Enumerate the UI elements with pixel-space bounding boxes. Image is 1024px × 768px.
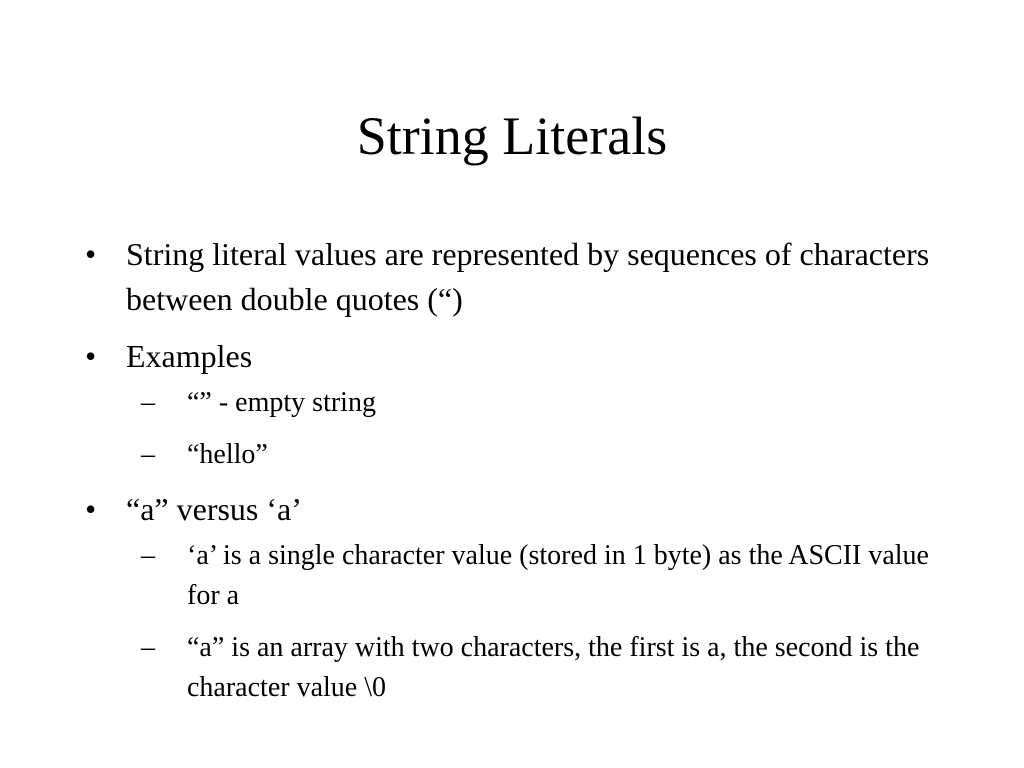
sub-list-examples [126, 383, 935, 475]
sub-item-hello [141, 435, 935, 475]
sub-bullet-marker: – [141, 540, 155, 571]
sub-item-text: “” - empty string [187, 387, 376, 418]
bullet-item-examples [85, 334, 935, 475]
bullet-marker: • [85, 491, 97, 527]
sub-item-text: “hello” [187, 439, 268, 470]
sub-bullet-marker: – [141, 387, 155, 418]
bullet-list [85, 232, 935, 708]
bullet-text: Examples [126, 338, 253, 374]
sub-bullet-marker: – [141, 632, 155, 663]
bullet-marker: • [85, 236, 97, 272]
sub-item-empty-string [141, 383, 935, 423]
bullet-item-string-literal-definition [85, 232, 935, 322]
bullet-text: String literal values are represented by sequences of characters between double quotes (“) [126, 236, 930, 317]
sub-item-text: ‘a’ is a single character value (stored in 1 byte) as the ASCII value for a [187, 540, 929, 611]
bullet-marker: • [85, 338, 97, 374]
sub-item-text: “a” is an array with two characters, the first is a, the second is the character value \0 [187, 632, 920, 703]
slide-title: String Literals [356, 106, 668, 166]
sub-item-array-two-characters [141, 628, 935, 708]
bullet-text: “a” versus ‘a’ [126, 491, 302, 527]
bullet-item-a-versus-a [85, 487, 935, 708]
sub-bullet-marker: – [141, 439, 155, 470]
sub-item-single-character [141, 536, 935, 616]
sub-list-a-versus-a [126, 536, 935, 708]
